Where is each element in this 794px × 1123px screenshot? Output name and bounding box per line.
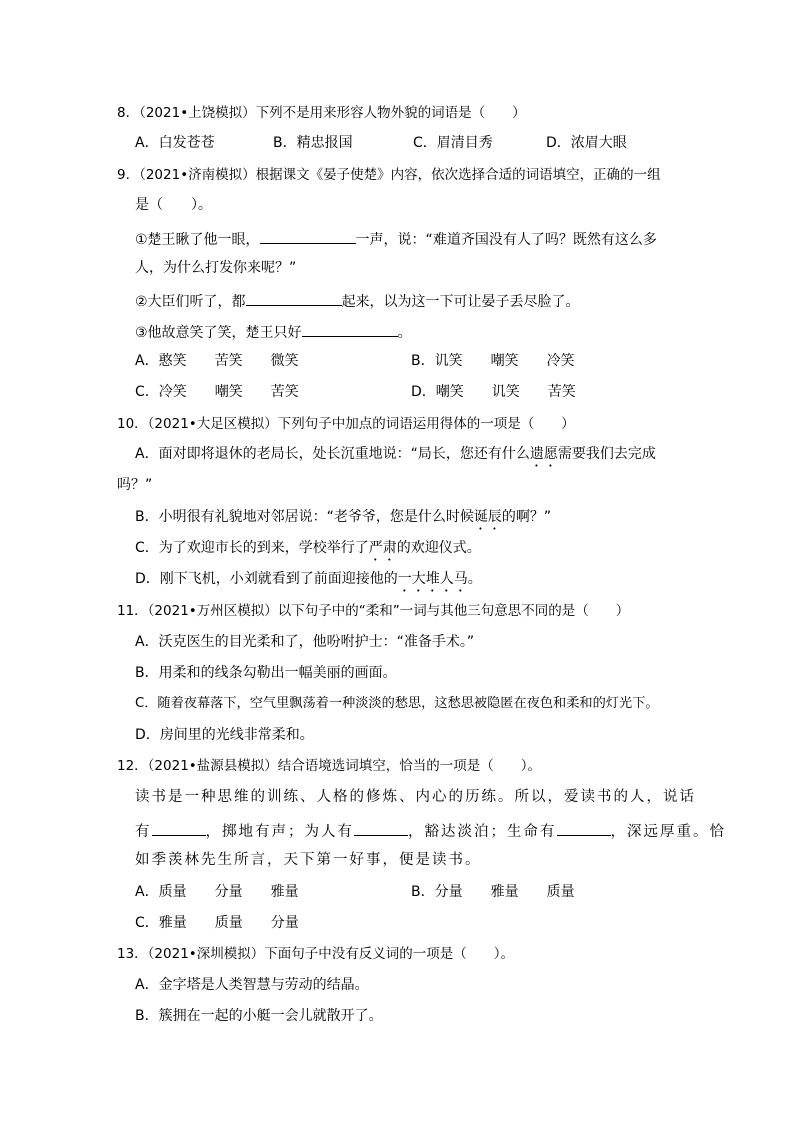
question-13-option-b: B．簇拥在一起的小艇一会儿就散开了。	[135, 1008, 383, 1024]
question-9-option-a: A．憨笑 苦笑 微笑	[135, 353, 299, 369]
sentence-3-after-blank: 。	[397, 325, 412, 341]
question-10-option-a-cont: 吗？”	[117, 477, 153, 493]
option-b-text-end: 的啊？”	[501, 509, 552, 525]
sentence-1-before-blank: ①楚王瞅了他一眼，	[135, 232, 260, 248]
question-9-option-d: D．嘲笑 讥笑 苦笑	[411, 384, 576, 400]
question-12-option-b: B．分量 雅量 质量	[411, 884, 575, 900]
question-12-option-a: A．质量 分量 雅量	[135, 884, 299, 900]
sentence-2-after-blank: 起来，以为这一下可让晏子丢尽脸了。	[341, 294, 580, 310]
fill-in-blank	[152, 819, 206, 836]
question-8-stem: 8．（2021•上饶模拟）下列不是用来形容人物外貌的词语是（ ）	[117, 105, 526, 121]
option-c-text: C．为了欢迎市长的到来，学校举行了	[135, 540, 369, 556]
sentence-2-before-blank: ②大臣们听了，都	[135, 294, 246, 310]
option-a-dotted-word: 遗愿	[529, 446, 558, 462]
option-d-text: D．刚下飞机，小刘就看到了前面迎接他的	[135, 571, 398, 587]
question-9-sentence-2	[135, 289, 580, 312]
option-c-text-end: 的欢迎仪式。	[396, 540, 481, 556]
fill-in-blank	[246, 289, 342, 306]
option-d-dotted-word: 一大堆人马	[397, 571, 468, 587]
option-a-text: A．面对即将退休的老局长，处长沉重地说：“局长，您还有什么	[135, 446, 530, 462]
question-12-passage-line1: 读书是一种思维的训练、人格的修炼、内心的历练。所以，爱读书的人，说话	[135, 789, 696, 805]
fill-in-blank	[302, 320, 398, 337]
option-a-text-end: 需要我们去完成	[557, 446, 656, 462]
sentence-1-after-blank: 一声，说：“难道齐国没有人了吗？既然有这么多	[355, 232, 657, 248]
question-8-option-d: D．浓眉大眼	[546, 135, 627, 151]
question-9-sentence-1	[135, 227, 657, 250]
question-12-passage-line3: 如季羡林先生所言，天下第一好事，便是读书。	[135, 852, 482, 868]
question-10-option-a	[135, 444, 656, 470]
fill-in-blank	[557, 819, 611, 836]
question-13-stem: 13．（2021•深圳模拟）下面句子中没有反义词的一项是（ ）。	[117, 946, 514, 962]
question-9-sentence-3	[135, 320, 412, 343]
question-8-option-b: B．精忠报国	[273, 135, 353, 151]
option-b-dotted-word: 诞辰	[473, 509, 502, 525]
fill-in-blank	[354, 819, 408, 836]
passage-text: ，深远厚重。恰	[610, 824, 726, 840]
option-c-dotted-word: 严肃	[368, 540, 397, 556]
question-8-option-c: C．眉清目秀	[413, 135, 493, 151]
question-13-option-a: A．金字塔是人类智慧与劳动的结晶。	[135, 977, 369, 993]
question-8-option-a: A．白发苍苍	[135, 135, 215, 151]
question-9-sentence-1-cont: 人，为什么打发你来呢？”	[135, 260, 297, 276]
question-11-option-a: A．沃克医生的目光柔和了，他吩咐护士：“准备手术。”	[135, 634, 475, 650]
sentence-3-before-blank: ③他故意笑了笑，楚王只好	[135, 325, 302, 341]
question-11-stem: 11．（2021•万州区模拟）以下句子中的“柔和”一词与其他三句意思不同的是（ ）	[117, 603, 630, 619]
option-b-text: B．小明很有礼貌地对邻居说：“老爷爷，您是什么时候	[135, 509, 474, 525]
question-9-stem-line1: 9．（2021•济南模拟）根据课文《晏子使楚》内容，依次选择合适的词语填空，正确的一组	[117, 167, 661, 183]
question-12-stem: 12．（2021•盐源县模拟）结合语境选词填空，恰当的一项是（ ）。	[117, 758, 541, 774]
question-10-option-b	[135, 507, 551, 533]
question-11-option-d: D．房间里的光线非常柔和。	[135, 727, 314, 743]
question-12-option-c: C．雅量 质量 分量	[135, 915, 299, 931]
option-d-text-end: 。	[467, 571, 482, 587]
fill-in-blank	[260, 227, 356, 244]
question-10-stem: 10．（2021•大足区模拟）下列句子中加点的词语运用得体的一项是（ ）	[117, 416, 575, 432]
question-11-option-b: B．用柔和的线条勾勒出一幅美丽的画面。	[135, 665, 397, 681]
question-11-option-c: C．随着夜幕落下，空气里飘荡着一种淡淡的愁思，这愁思被隐匿在夜色和柔和的灯光下。	[135, 696, 659, 711]
passage-text: ，豁达淡泊；生命有	[408, 824, 557, 840]
question-9-stem-line2: 是（ ）。	[135, 197, 212, 213]
question-10-option-d	[135, 569, 482, 595]
passage-text: 有	[135, 824, 152, 840]
question-9-option-c: C．冷笑 嘲笑 苦笑	[135, 384, 299, 400]
passage-text: ，掷地有声；为人有	[205, 824, 354, 840]
question-10-option-c	[135, 538, 481, 564]
question-9-option-b: B．讥笑 嘲笑 冷笑	[411, 353, 575, 369]
question-12-passage-line2	[135, 819, 726, 842]
